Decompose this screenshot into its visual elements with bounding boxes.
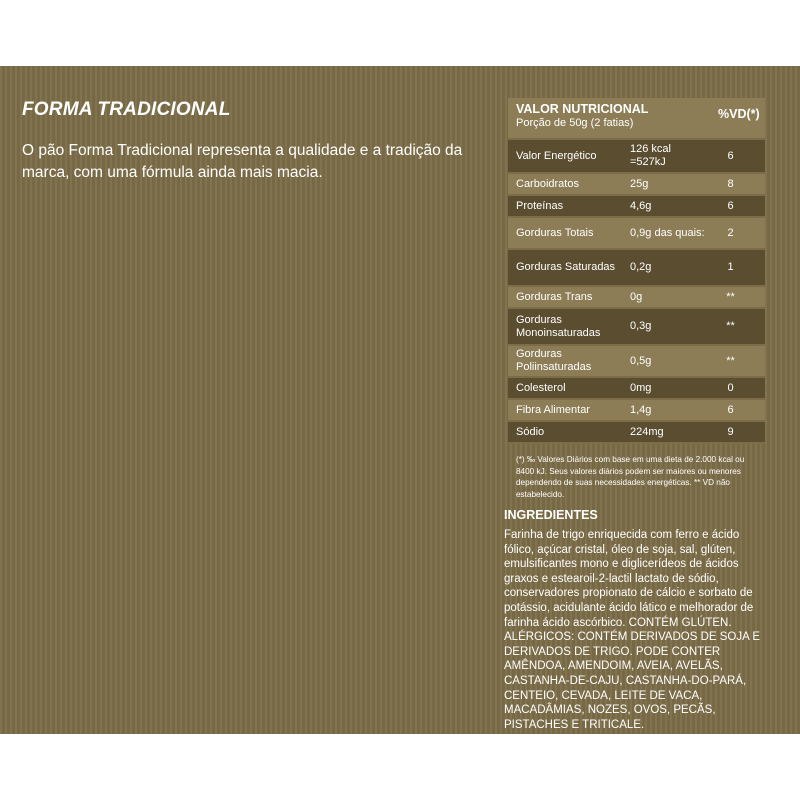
nutrition-row: [508, 250, 765, 287]
nutrient-vd: 6: [727, 199, 734, 212]
nutrient-amount: 126 kcal =527kJ: [630, 143, 671, 168]
nutrient-amount: 0,5g: [630, 354, 652, 367]
nutrient-amount: 0,9g das quais:: [630, 226, 705, 239]
nutrient-vd: 6: [727, 403, 734, 416]
nutrition-row: [508, 309, 765, 346]
nutrition-row: [508, 218, 765, 250]
nutrition-row: [508, 174, 765, 196]
nutrient-label: Gorduras Saturadas: [516, 261, 616, 273]
nutrient-vd: **: [726, 320, 735, 332]
nutrient-label: Gorduras Poliinsaturadas: [516, 348, 592, 373]
nutrient-vd: **: [726, 354, 735, 367]
nutrition-portion: Porção de 50g (2 fatias): [516, 117, 634, 129]
nutrient-vd: 9: [727, 425, 734, 438]
nutrition-footnote: (*) ‰ Valores Diários com base em uma dieta de 2.000 kcal ou 8400 kJ. Seus valores diários podem ser maiores ou menores dependendo de suas necessidades energéticas. ** VD não estabelecido.: [516, 455, 745, 499]
nutrition-row: [508, 378, 765, 400]
vd-header: %VD(*): [718, 107, 760, 121]
nutrient-amount: 0g: [630, 290, 643, 303]
nutrition-header: [508, 98, 765, 140]
nutrient-vd: 2: [727, 226, 734, 239]
nutrient-label: Sódio: [516, 425, 545, 438]
nutrient-amount: 4,6g: [630, 199, 652, 212]
nutrition-title: VALOR NUTRICIONAL: [516, 102, 649, 116]
product-panel: [0, 66, 800, 734]
nutrition-row: [508, 287, 765, 309]
product-description: O pão Forma Tradicional representa a qualidade e a tradição da marca, com uma fórmula ainda mais macia.: [22, 142, 463, 181]
nutrient-amount: 25g: [630, 177, 649, 190]
nutrient-label: Colesterol: [516, 381, 566, 394]
nutrient-amount: 1,4g: [630, 403, 652, 416]
nutrition-table: [508, 98, 765, 500]
nutrient-label: Gorduras Totais: [516, 226, 594, 239]
nutrient-vd: 8: [727, 177, 734, 190]
nutrient-vd: 0: [727, 381, 734, 394]
nutrient-amount: 0,2g: [630, 261, 652, 273]
ingredients-text: Farinha de trigo enriquecida com ferro e ácido fólico, açúcar cristal, óleo de soja, sal, glúten, emulsificantes mono e diglicerídeos de ácidos graxos e estearoil-2-lactil lactato de sódio, conservadores propionato de cálcio e sorbato de potássio, acidulante ácido lático e melhorador de farinha ácido ascórbico. CONTÉM GLÚTEN. ALÉRGICOS: CONTÉM DERIVADOS DE SOJA E DERIVADOS DE TRIGO. PODE CONTER AMÊNDOA, AMENDOIM, AVEIA, AVELÃS, CASTANHA-DE-CAJU, CASTANHA-DO-PARÁ, CENTEIO, CEVADA, LEITE DE VACA, MACADÂMIAS, NOZES, OVOS, PECÃS, PISTACHES E TRITICALE.: [504, 529, 761, 731]
nutrient-label: Gorduras Monoinsaturadas: [516, 313, 601, 339]
nutrient-vd: 1: [727, 261, 734, 273]
ingredients-title: INGREDIENTES: [504, 508, 598, 522]
nutrient-label: Fibra Alimentar: [516, 403, 590, 416]
nutrient-amount: 224mg: [630, 425, 664, 438]
nutrition-header-left: [516, 102, 708, 130]
nutrient-amount: 0,3g: [630, 320, 652, 332]
product-title: FORMA TRADICIONAL: [22, 99, 231, 120]
nutrient-label: Proteínas: [516, 199, 564, 212]
nutrition-row: [508, 346, 765, 378]
nutrient-vd: **: [726, 290, 735, 303]
nutrition-row: [508, 140, 765, 174]
nutrition-row: [508, 196, 765, 218]
nutrient-label: Valor Energético: [516, 149, 597, 162]
nutrient-label: Gorduras Trans: [516, 290, 593, 303]
nutrient-vd: 6: [727, 149, 734, 162]
nutrient-amount: 0mg: [630, 381, 652, 394]
nutrient-label: Carboidratos: [516, 177, 579, 190]
nutrition-row: [508, 422, 765, 444]
nutrition-row: [508, 400, 765, 422]
